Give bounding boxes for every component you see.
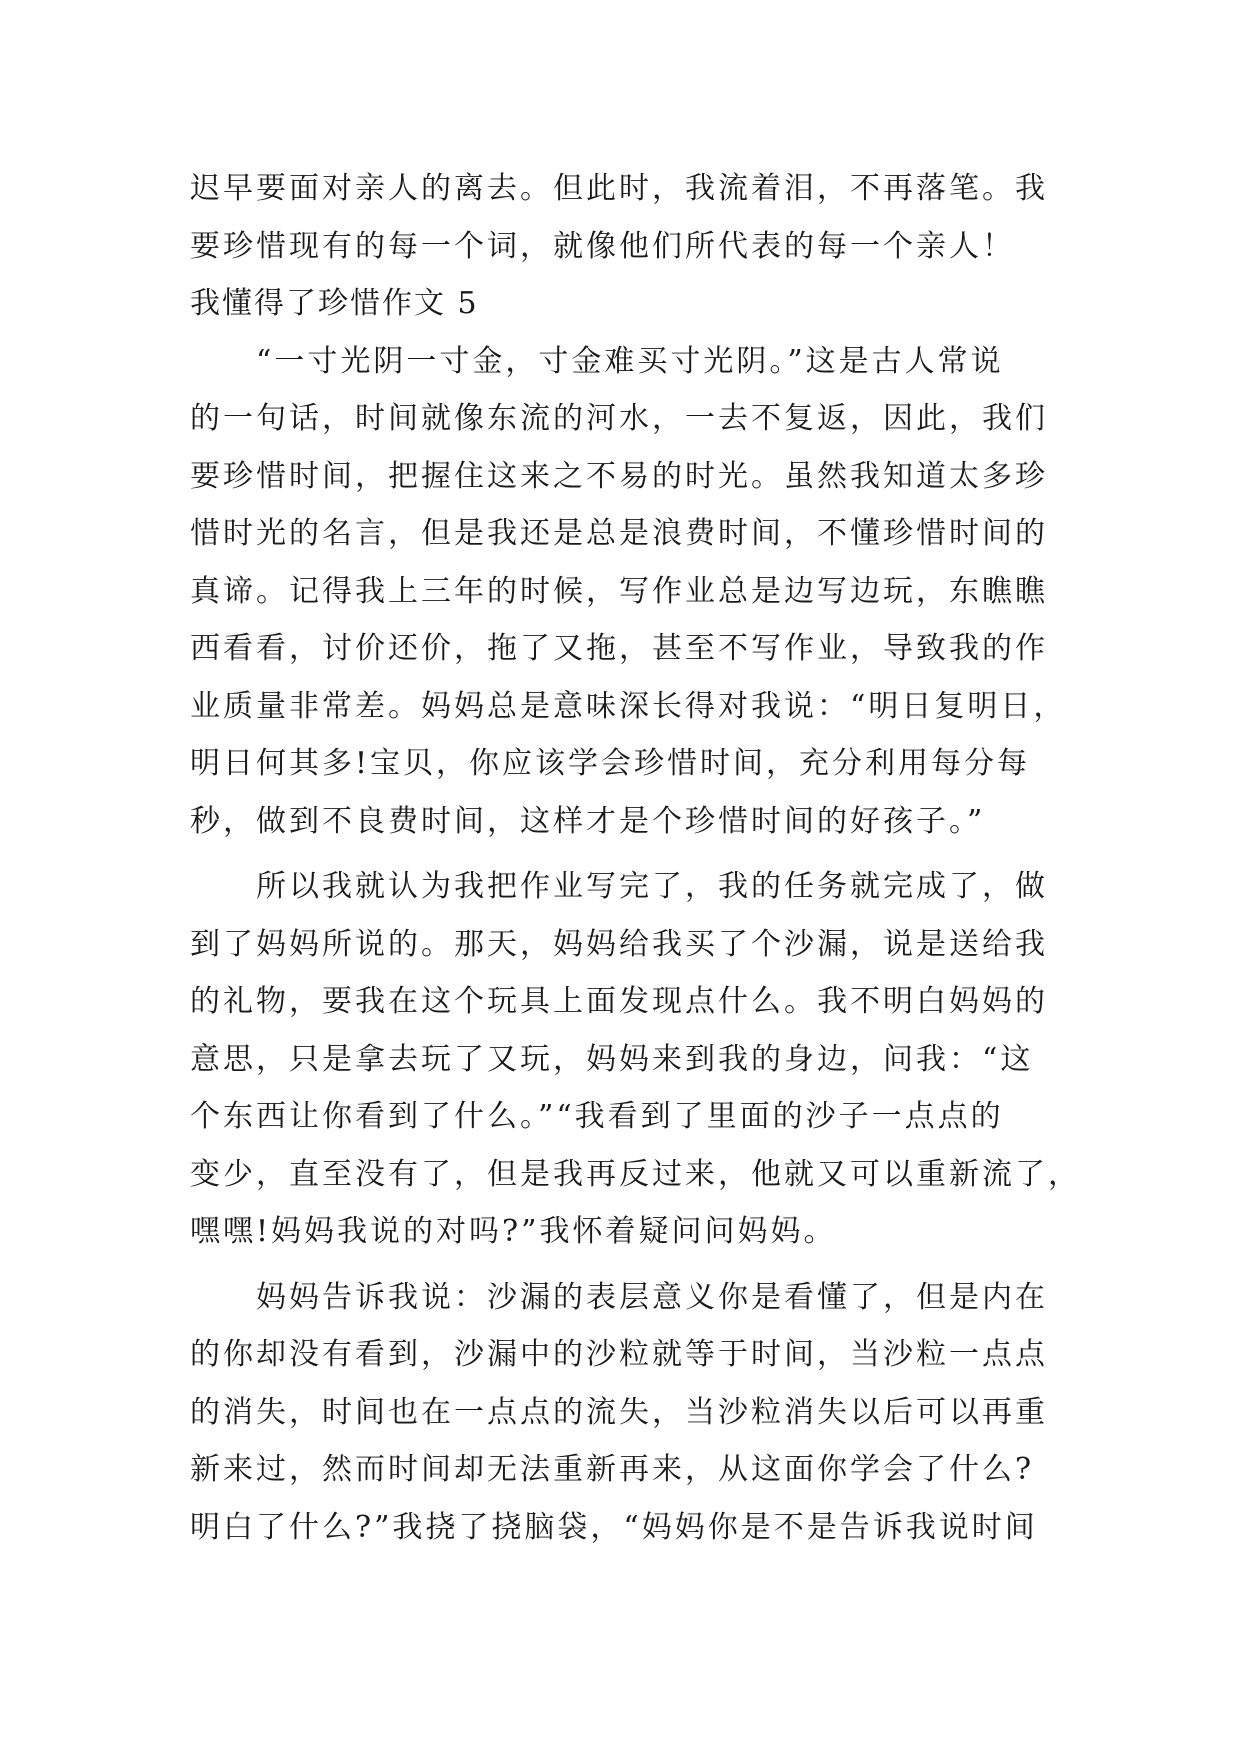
text-line: 意思，只是拿去玩了又玩，妈妈来到我的身边，问我：“这: [190, 1041, 1034, 1077]
text-line: 真谛。记得我上三年的时候，写作业总是边写边玩，东瞧瞧: [190, 573, 1048, 609]
text-line: 嘿嘿!妈妈我说的对吗?”我怀着疑问问妈妈。: [190, 1214, 837, 1249]
text-line: “一寸光阴一寸金，寸金难买寸光阴。”这是古人常说: [190, 343, 1004, 379]
text-line: 个东西让你看到了什么。”“我看到了里面的沙子一点点的: [190, 1099, 1004, 1134]
document-body: [190, 160, 1081, 1556]
section-title: 我懂得了珍惜作文 5: [190, 286, 479, 321]
text-line: 的一句话，时间就像东流的河水，一去不复返，因此，我们: [190, 401, 1048, 436]
text-line: 西看看，讨价还价，拖了又拖，甚至不写作业，导致我的作: [190, 631, 1048, 666]
text-line: 变少，直至没有了，但是我再反过来，他就又可以重新流了，: [190, 1156, 1081, 1192]
text-line: 明日何其多!宝贝，你应该学会珍惜时间，充分利用每分每: [190, 746, 1031, 781]
text-line: 妈妈告诉我说：沙漏的表层意义你是看懂了，但是内在: [190, 1279, 1048, 1315]
text-line: 所以我就认为我把作业写完了，我的任务就完成了，做: [190, 869, 1048, 904]
text-line: 的你却没有看到，沙漏中的沙粒就等于时间，当沙粒一点点: [190, 1337, 1048, 1372]
text-line: 的礼物，要我在这个玩具上面发现点什么。我不明白妈妈的: [190, 984, 1048, 1019]
text-line: 要珍惜时间，把握住这来之不易的时光。虽然我知道太多珍: [190, 458, 1048, 494]
paragraph-gap: [190, 850, 1070, 858]
text-line: 要珍惜现有的每一个词，就像他们所代表的每一个亲人！: [190, 228, 1015, 264]
text-line: 迟早要面对亲人的离去。但此时，我流着泪，不再落笔。我: [190, 171, 1048, 206]
paragraph-1: [190, 333, 1070, 851]
paragraph-3: [190, 1269, 1070, 1557]
text-line: 秒，做到不良费时间，这样才是个珍惜时间的好孩子。”: [190, 803, 986, 839]
text-line: 到了妈妈所说的。那天，妈妈给我买了个沙漏，说是送给我: [190, 926, 1048, 962]
paragraph-2: [190, 858, 1081, 1261]
text-line: 明白了什么?”我挠了挠脑袋，“妈妈你是不是告诉我说时间: [190, 1509, 1038, 1545]
text-line: 业质量非常差。妈妈总是意味深长得对我说：“明日复明日，: [190, 688, 1067, 724]
text-line: 惜时光的名言，但是我还是总是浪费时间，不懂珍惜时间的: [190, 516, 1048, 551]
text-line: 的消失，时间也在一点点的流失，当沙粒消失以后可以再重: [190, 1394, 1048, 1430]
paragraph-gap: [190, 1261, 1070, 1269]
text-line: 新来过，然而时间却无法重新再来，从这面你学会了什么?: [190, 1452, 1035, 1487]
